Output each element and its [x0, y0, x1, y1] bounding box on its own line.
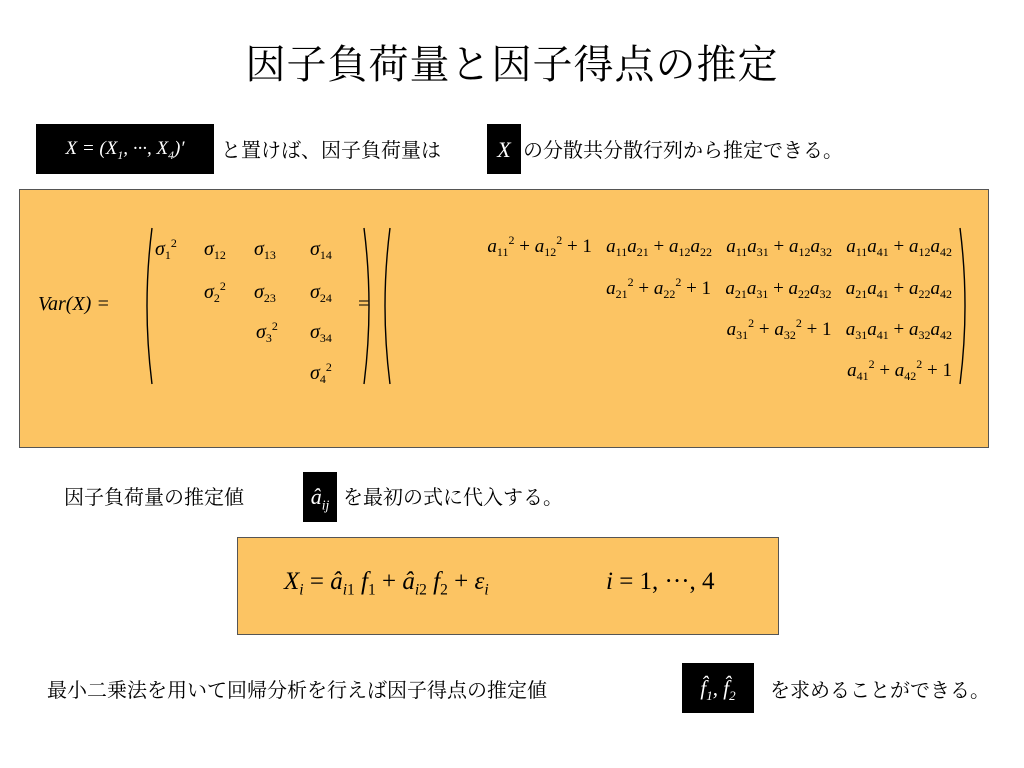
sigma-24: $\sigma_{24}$ — [310, 281, 332, 305]
loading-matrix-row-4: $a_{41}^2 + a_{42}^2 + 1$ — [847, 357, 952, 383]
factor-score-estimate-label: $f̂_1$, $f̂_2$ — [682, 663, 754, 713]
matrix-equals-sign: = — [358, 293, 370, 315]
variable-x-label: X — [487, 124, 521, 174]
factor-model-equation-box — [237, 537, 779, 635]
line1-text-b: の分散共分散行列から推定できる。 — [523, 138, 843, 162]
loading-estimate-label: $â_{ij}$ — [303, 472, 337, 522]
slide-title: 因子負荷量と因子得点の推定 — [245, 42, 779, 88]
line2-text-a: 因子負荷量の推定値 — [64, 485, 244, 509]
loading-matrix-row-2: $a_{21}^2 + a_{22}^2 + 1$ $a_{21}a_{31} + a_{22}a_{32}$ $a_{21}a_{41} + a_{22}a_{42}$ — [606, 275, 952, 301]
sigma-12: $\sigma_{12}$ — [204, 238, 226, 262]
sigma-13: $\sigma_{13}$ — [254, 238, 276, 262]
line1-text-a: と置けば、因子負荷量は — [221, 138, 441, 162]
covariance-matrix-box — [19, 189, 989, 448]
vector-x-definition — [36, 124, 214, 174]
sigma-1-squared: $\sigma_1^2$ — [155, 236, 177, 262]
loading-matrix-row-1: $a_{11}^2 + a_{12}^2 + 1$ $a_{11}a_{21} + a_{12}a_{22}$ $a_{11}a_{31} + a_{12}a_{32}$ $a_{11}a_{41} + a_{12}a_{42}$ — [487, 233, 952, 259]
vector-x-math: $X = (X_1$, ···, $X_4)'$ — [65, 138, 185, 162]
var-x-lhs: Var(X) = — [38, 293, 110, 315]
line3-text-b: を求めることができる。 — [770, 678, 990, 702]
sigma-14: $\sigma_{14}$ — [310, 238, 332, 262]
sigma-2-squared: $\sigma_2^2$ — [204, 279, 226, 305]
line2-text-b: を最初の式に代入する。 — [343, 485, 563, 509]
sigma-23: $\sigma_{23}$ — [254, 281, 276, 305]
sigma-4-squared: $\sigma_4^2$ — [310, 360, 332, 386]
line3-text-a: 最小二乗法を用いて回帰分析を行えば因子得点の推定値 — [47, 678, 547, 702]
sigma-3-squared: $\sigma_3^2$ — [256, 319, 278, 345]
index-range: i = 1, ···, 4 — [606, 568, 715, 595]
sigma-34: $\sigma_{34}$ — [310, 321, 332, 345]
loading-matrix-row-3: $a_{31}^2 + a_{32}^2 + 1$ $a_{31}a_{41} + a_{32}a_{42}$ — [726, 316, 952, 342]
factor-model-equation: $X_i$ = $â_{i1}$ $f_1$ + $â_{i2}$ $f_2 + \varepsilon_i$ — [284, 568, 489, 599]
